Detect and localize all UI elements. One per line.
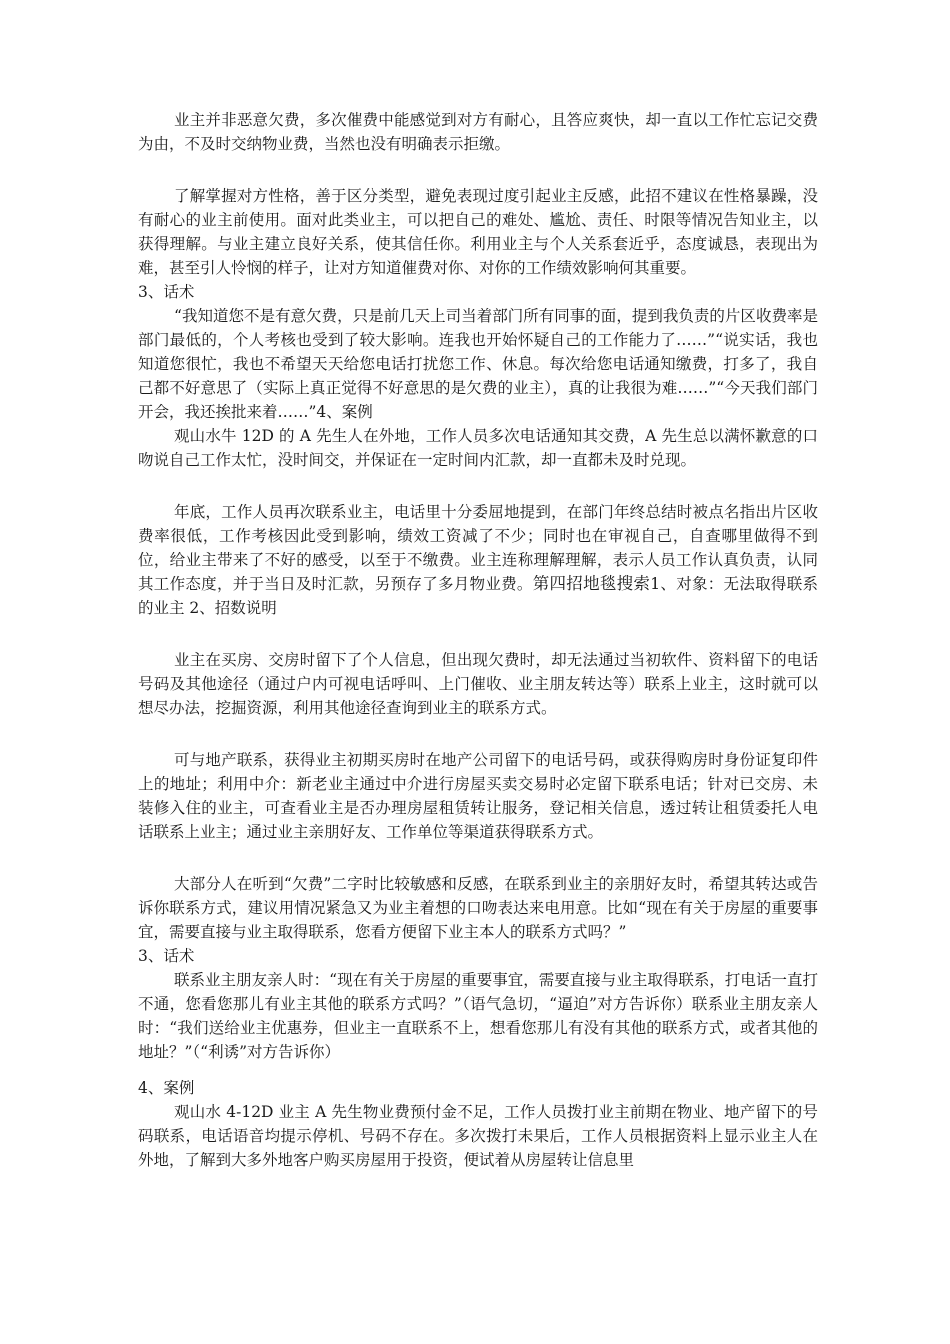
paragraph-owner-type: 业主并非恶意欠费，多次催费中能感觉到对方有耐心，且答应爽快，却一直以工作忙忘记交费为由，不及时交纳物业费，当然也没有明确表示拒缴。 [138, 111, 818, 153]
paragraph-search-tone: 大部分人在听到“欠费”二字时比较敏感和反感，在联系到业主的亲朋好友时，希望其转达或告诉你联系方式，建议用情况紧急又为业主着想的口吻表达来电用意。比如“现在有关于房屋的重要事宜，需要直接与业主取得联系，您看方便留下业主本人的联系方式吗？” [138, 875, 818, 941]
section-title-4: 第四招地毯搜索 [532, 574, 651, 593]
paragraph-script-1: “我知道您不是有意欠费，只是前几天上司当着部门所有同事的面，提到我负责的片区收费率是部门最低的，个人考核也受到了较大影响。连我也开始怀疑自己的工作能力了……”“说实话，我也知道您很忙，我也不希望天天给您电话打扰您工作、休息。每次给您电话通知缴费，打多了，我自己都不好意思了（实际上真正觉得不好意思的是欠费的业主），真的让我很为难……”“今天我们部门开会，我还挨批来着……”4、案例 [138, 307, 818, 421]
paragraph-search-intro: 业主在买房、交房时留下了个人信息，但出现欠费时，却无法通过当初软件、资料留下的电话号码及其他途径（通过户内可视电话呼叫、上门催收、业主朋友转达等）联系上业主，这时就可以想尽办法，挖掘资源，利用其他途径查询到业主的联系方式。 [138, 651, 818, 717]
heading-script-1: 3、话术 [138, 283, 195, 301]
paragraph-case-1-followup [138, 500, 818, 620]
heading-case-2: 4、案例 [138, 1079, 195, 1097]
heading-script-2: 3、话术 [138, 947, 195, 965]
paragraph-case-1: 观山水牛 12D 的 A 先生人在外地，工作人员多次电话通知其交费，A 先生总以满怀歉意的口吻说自己工作太忙，没时间交，并保证在一定时间内汇款，却一直都未及时兑现。 [138, 427, 818, 469]
case-1-followup-text: 年底，工作人员再次联系业主，电话里十分委屈地提到，在部门年终总结时被点名指出片区收费率很低，工作考核因此受到影响，绩效工资减了不少；同时也在审视自己，自查哪里做得不到位，给业主带来了不好的感受，以至于不缴费。业主连称理解理解，表示人员工作认真负责，认同其工作态度，并于当日及时汇款，另预存了多月物业费。 [138, 503, 818, 593]
section-4-target: 1、对象：无法取得联系的业主 2、招数说明 [138, 575, 818, 617]
paragraph-search-methods: 可与地产联系，获得业主初期买房时在地产公司留下的电话号码，或获得购房时身份证复印件上的地址；利用中介：新老业主通过中介进行房屋买卖交易时必定留下联系电话；针对已交房、未装修入住的业主，可查看业主是否办理房屋租赁转让服务，登记相关信息，透过转让租赁委托人电话联系上业主；通过业主亲朋好友、工作单位等渠道获得联系方式。 [138, 751, 818, 841]
paragraph-script-2: 联系业主朋友亲人时：“现在有关于房屋的重要事宜，需要直接与业主取得联系，打电话一直打不通，您看您那儿有业主其他的联系方式吗？”（语气急切，“逼迫”对方告诉你）联系业主朋友亲人时：“我们送给业主优惠券，但业主一直联系不上，想看您那儿有没有其他的联系方式，或者其他的地址？”（“利诱”对方告诉你） [138, 971, 818, 1061]
document-page [138, 108, 818, 1172]
paragraph-case-2: 观山水 4-12D 业主 A 先生物业费预付金不足，工作人员拨打业主前期在物业、地产留下的号码联系，电话语音均提示停机、号码不存在。多次拨打未果后，工作人员根据资料上显示业主人在外地，了解到大多外地客户购买房屋用于投资，便试着从房屋转让信息里 [138, 1103, 818, 1169]
paragraph-strategy: 了解掌握对方性格，善于区分类型，避免表现过度引起业主反感，此招不建议在性格暴躁，没有耐心的业主前使用。面对此类业主，可以把自己的难处、尴尬、责任、时限等情况告知业主，以获得理解。与业主建立良好关系，使其信任你。利用业主与个人关系套近乎，态度诚恳，表现出为难，甚至引人怜悯的样子，让对方知道催费对你、对你的工作绩效影响何其重要。 [138, 187, 818, 277]
